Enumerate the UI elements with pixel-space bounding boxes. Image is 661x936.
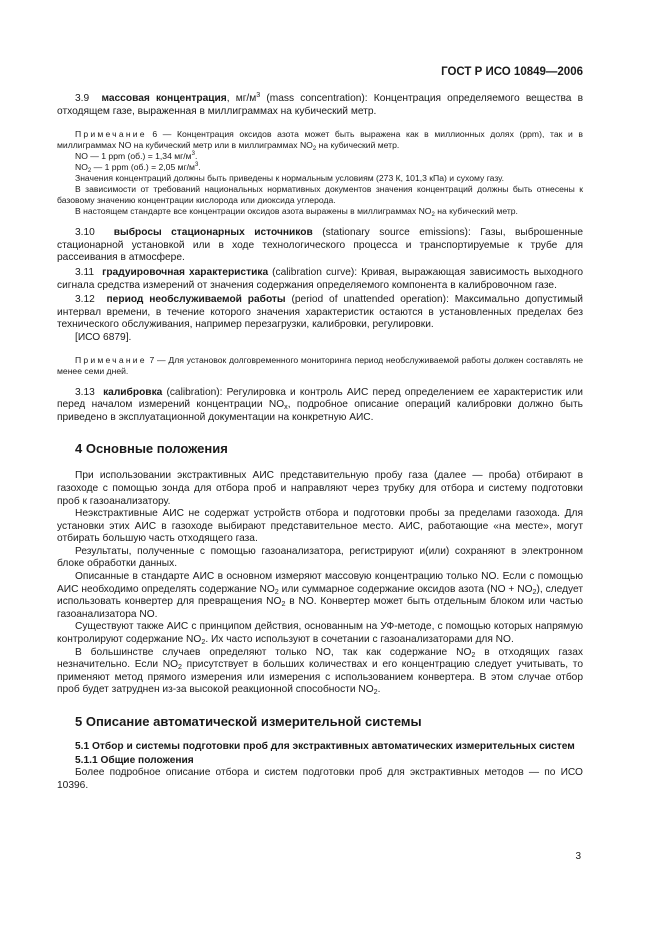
note-6: Примечание 6 — Концентрация оксидов азота может быть выражена как в миллионных долях (ppm), так и в миллиграммах NO на кубический метр или в миллиграммах $NO_2$ на кубический метр. NO — 1 ppm (об.) = 1,34 $мг/м^3$. $NO_2$ — 1 ppm (об.) = 2,05 $мг/м^3$. Значения концентраций должны быть приведены к нормальным условиям (273 К, 101,3 кПа) и сухому газу. В зависимости от требований национальных нормативных документов значения концентраций должны быть отнесены к базовому значению концентрации кислорода или диоксида углерода. В настоящем стандарте все концентрации оксидов азота выражены в миллиграммах $NO_2$ на кубический метр. [57,129,583,219]
clause-3-12-ref: [ИСО 6879]. [75,331,132,343]
page-body [57,60,583,792]
subsection-5-1-title: 5.1 Отбор и системы подготовки проб для экстрактивных автоматических измерительных систем [75,741,575,752]
clause-3-10: 3.10 выбросы стационарных источников (stationary source emissions): Газы, выброшенные стационарной установкой или в ходе технологического процесса и транспортируемые к трубе для рассеивания в атмосфере. [57,227,583,264]
clause-3-9: 3.9 массовая концентрация, $мг/м^3$ (mass concentration): Концентрация определяемого вещества в отходящем газе, выраженная в миллиграммах на кубический метр. [57,91,583,117]
section-4-body: При использовании экстрактивных АИС представительную пробу газа (далее — проба) отбирают в газоходе с помощью зонда для отбора проб и направляют через трубку для отбора и систему подготовки проб к газоанализатору. Неэкстрактивные АИС не содержат устройств отбора и подготовки пробы за пределами газохода. Для установки этих АИС в газоходе выбирают представительное место. АИС, работающие «на месте», могут отбирать большую часть отходящего газа. Результаты, полученные с помощью газоанализатора, регистрируют и(или) сохраняют в электронном блоке обработки данных. Описанные в стандарте АИС в основном измеряют массовую концентрацию только NO. Если с помощью АИС необходимо определять содержание $NO_2$ или суммарное содержание оксидов азота $(NO + NO_2)$, следует использовать конвертер для превращения $NO_2$ в NO. Конвертер может быть отдельным блоком или частью газоанализатора NO. Существуют также АИС с принципом действия, основанным на УФ-методе, с помощью которых напрямую контролируют содержание $NO_2$. Их часто используют в сочетании с газоанализаторами для NO. В большинстве случаев определяют только NO, так как содержание $NO_2$ в отходящих газах незначительно. Если $NO_2$ присутствует в больших количествах и его концентрацию следует учитывать, то применяют метод прямого измерения или измерения с использованием конвертера. В этом случае отбор проб будет затруднен из-за высокой реакционной способности $NO_2$. [57,470,584,697]
subsection-5-1-1-title: 5.1.1 Общие положения [75,754,194,766]
document-header: ГОСТ Р ИСО 10849—2006 [441,66,583,78]
clause-3-13: 3.13 калибровка (calibration): Регулировка и контроль АИС перед определением ее характеристик или перед началом измерений концентрации $NO_x$, подробное описание операций калибровки должно быть приведено в эксплуатационной документации на конкретную АИС. [57,386,583,423]
section-4-title: 4 Основные положения [75,441,228,457]
subsection-5-1-1-text: Более подробное описание отбора и систем подготовки проб для экстрактивных методов — по ИСО 10396. [57,767,583,791]
clause-3-12: 3.12 период необслуживаемой работы (period of unattended operation): Максимально допустимый интервал времени, в течение которого значения характеристик остаются в установленных пределах без технического обслуживания, например перезагрузки, калибровки, регулировки. [57,294,584,331]
note-7: Примечание 7 — Для установок долговременного мониторинга период необслуживаемой работы должен составлять не менее семи дней. [57,354,583,376]
page-number: 3 [575,851,581,862]
clause-3-11: 3.11 градуировочная характеристика (calibration curve): Кривая, выражающая зависимость выходного сигнала средства измерений от значения содержания определяемого компонента в калибровочном газе. [57,266,583,291]
section-5-title: 5 Описание автоматической измерительной системы [75,714,422,729]
